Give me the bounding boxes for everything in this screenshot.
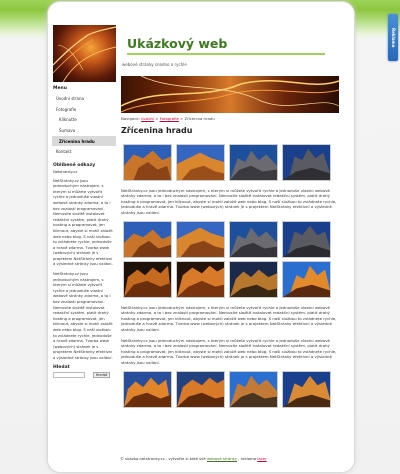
menu-item-uvodni-strana[interactable]: Úvodní strana xyxy=(52,94,116,105)
footer-text-1: © ukázka.netstranky.cz - vytvořte si také své xyxy=(120,456,206,461)
menu-item-kliknutte[interactable]: Kliknutte xyxy=(52,115,116,126)
gallery-thumb[interactable] xyxy=(282,144,331,181)
left-sidebar xyxy=(52,86,116,378)
gallery-thumb[interactable] xyxy=(123,144,172,181)
favorite-link-netstranky[interactable]: Netstranky.cz xyxy=(53,169,78,174)
content-paragraph-2: NetStránky.cz jsou jednoduchým nástrojem, s kterým si můžete vytvořit rychle a jednoduše vlastní webové stránky zdarma, a to i bez znalostí programování. Nemusíte složitě instalovat redakční systém, platit drahý hosting a programovat, jen kliknout, abyste si mohli založit web nebo blog. S naší službou to zvládnete rychle, jednoduše a hravě zdarma. Tvorba www (webových) stránek je s projektem NetStránky efektivní a výsledné stránky jsou valiání. xyxy=(121,305,337,332)
title-divider xyxy=(127,53,325,55)
gallery-thumb[interactable] xyxy=(229,371,278,408)
gallery-thumb[interactable] xyxy=(229,221,278,258)
gallery-thumb[interactable] xyxy=(123,371,172,408)
site-title[interactable]: Ukázkový web xyxy=(127,36,228,51)
footer-text-2: , reklama xyxy=(238,456,257,461)
breadcrumb-current: Zřícenina hradu xyxy=(184,116,215,121)
gallery-thumb[interactable] xyxy=(176,261,225,298)
breadcrumb-sep-2: > xyxy=(180,116,184,121)
menu-item-zricenina-hradu[interactable]: Zřícenina hradu xyxy=(52,136,116,147)
menu-item-fotografie[interactable]: Fotografie xyxy=(52,105,116,116)
search-title: Hledat xyxy=(53,364,70,370)
menu-item-sumava[interactable]: Šumava xyxy=(52,126,116,137)
gallery-thumb[interactable] xyxy=(123,261,172,298)
gallery-thumb[interactable] xyxy=(229,144,278,181)
breadcrumb xyxy=(121,116,339,121)
gallery-row-2 xyxy=(123,221,339,258)
gallery-thumb[interactable] xyxy=(176,144,225,181)
gallery-thumb[interactable] xyxy=(176,221,225,258)
gallery-thumb[interactable] xyxy=(282,261,331,298)
header-logo-image xyxy=(53,25,116,82)
content-paragraph-3: NetStránky.cz jsou jednoduchým nástrojem, s kterým si můžete vytvořit rychle a jednoduše vlastní webové stránky zdarma, a to i bez znalostí programování. Nemusíte složitě instalovat redakční systém, platit drahý hosting a programovat, jen kliknout, abyste si mohli založit web nebo blog. S naší službou to zvládnete rychle, jednoduše a hravě zdarma. Tvorba www (webových) stránek je s projektem NetStránky efektivní a výsledné stránky jsou valiání. xyxy=(121,338,337,365)
favorite-links-title: Oblíbené odkazy xyxy=(53,162,96,168)
search-input[interactable] xyxy=(53,372,85,378)
footer-link-webove-stranky[interactable]: webové stránky xyxy=(206,456,237,461)
site-subtitle: webové stránky snadno a rychle xyxy=(122,62,187,67)
breadcrumb-sep-1: > xyxy=(155,116,159,121)
header-banner-image xyxy=(121,76,339,113)
main-content xyxy=(121,116,339,408)
page-title: Zřícenina hradu xyxy=(121,126,193,135)
breadcrumb-prefix: Navigace: xyxy=(121,116,140,121)
gallery-thumb[interactable] xyxy=(176,371,225,408)
gallery-thumb[interactable] xyxy=(123,221,172,258)
footer xyxy=(120,456,267,461)
gallery-thumb[interactable] xyxy=(282,221,331,258)
gallery-row-3 xyxy=(123,261,339,298)
content-paragraph-1: NetStránky.cz jsou jednoduchým nástrojem, s kterým si můžete vytvořit rychle a jednoduše vlastní webové stránky zdarma, a to i bez znalostí programování. Nemusíte složitě instalovat redakční systém, platit drahý hosting a programovat, jen kliknout, abyste si mohli založit web nebo blog. S naší službou to zvládnete rychle, jednoduše a hravě zdarma. Tvorba www (webových) stránek je s projektem NetStránky efektivní a výsledné stránky jsou valiání. xyxy=(121,188,337,215)
side-advert-tab[interactable]: Reklama xyxy=(388,14,398,61)
breadcrumb-section-link[interactable]: Fotografie xyxy=(159,116,179,121)
search-row xyxy=(52,372,116,378)
footer-link-lacer[interactable]: lacer xyxy=(257,456,267,461)
page-container xyxy=(48,2,354,472)
gallery-row-1 xyxy=(123,144,339,181)
breadcrumb-home-link[interactable]: úvodní xyxy=(141,116,154,121)
menu-item-kontakt[interactable]: Kontakt xyxy=(52,147,116,158)
gallery-thumb[interactable] xyxy=(282,371,331,408)
gallery-row-4 xyxy=(123,371,339,408)
sidebar-paragraph-1: NetStránky.cz jsou jednoduchým nástrojem, s kterým si můžete vytvořit rychle a jednoduše vlastní webové stránky zdarma, a to i bez znalostí programování. Nemusíte složitě instalovat redakční systém, platit drahý hosting a programovat, jen kliknout, abyste si mohli založit web nebo blog. S naší službou to zvládnete rychle, jednoduše a hravě zdarma. Tvorba www (webových) stránek je s projektem NetStránky efektivní a výsledné stránky jsou valiání. xyxy=(53,177,113,267)
search-button[interactable]: Hledat xyxy=(93,372,110,378)
sidebar-paragraph-2: NetStránky.cz jsou jednoduchým nástrojem, s kterým si můžete vytvořit rychle a jednoduše vlastní webové stránky zdarma, a to i bez znalostí programování. Nemusíte složitě instalovat redakční systém, platit drahý hosting a programovat, jen kliknout, abyste si mohli založit web nebo blog. S naší službou to zvládnete rychle, jednoduše a hravě zdarma. Tvorba www (webových) stránek je s projektem NetStránky efektivní a výsledné stránky jsou valiání. xyxy=(53,271,113,360)
gallery-thumb[interactable] xyxy=(229,261,278,298)
menu-title: Menu xyxy=(53,86,67,91)
